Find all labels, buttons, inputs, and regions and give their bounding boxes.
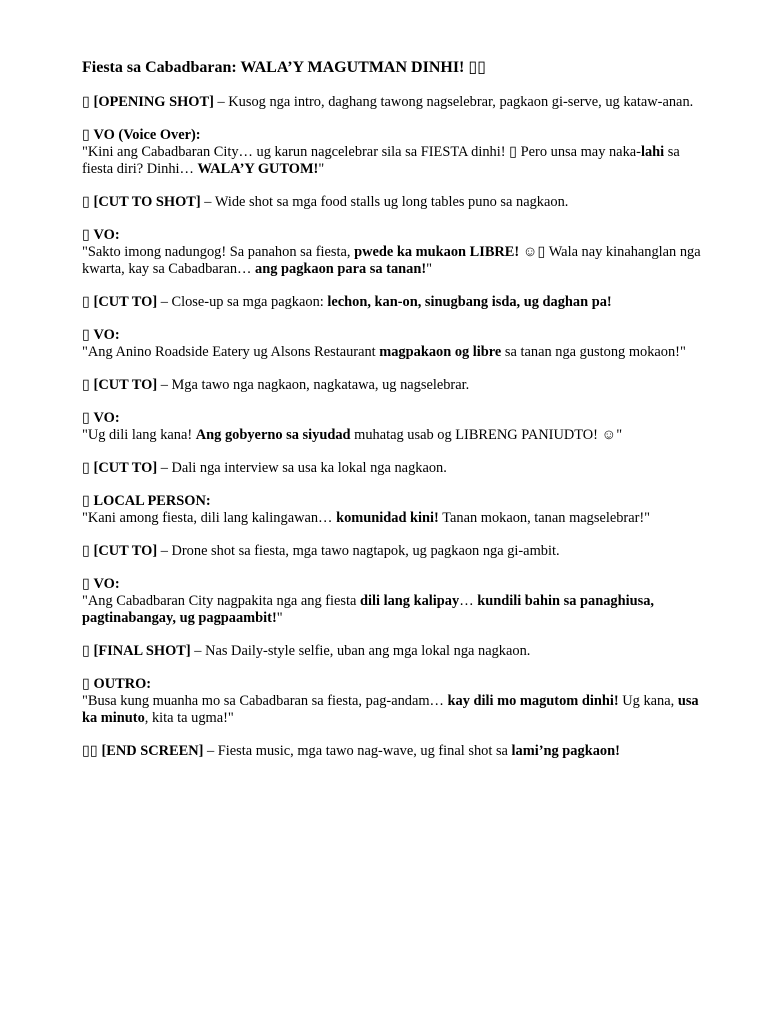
text-run: "Sakto imong nadungog! Sa panahon sa fiesta, <box>82 244 355 260</box>
text-run: ▯ <box>82 676 94 692</box>
text-run: VO: <box>93 327 120 343</box>
text-run: " <box>426 261 433 277</box>
text-run: " <box>318 161 325 177</box>
text-run: – Drone shot sa fiesta, mga tawo nagtapok, ug pagkaon nga gi-ambit. <box>157 543 560 559</box>
document-title: Fiesta sa Cabadbaran: WALA’Y MAGUTMAN DINHI! ▯▯ <box>82 59 486 76</box>
text-run: ▯ <box>82 576 94 592</box>
script-section <box>82 493 707 527</box>
script-sections <box>82 94 707 760</box>
text-run: – Nas Daily-style selfie, uban ang mga lokal nga nagkaon. <box>190 643 531 659</box>
text-run: ▯ <box>82 460 94 476</box>
text-run: ▯ <box>82 493 94 509</box>
text-run: ▯ <box>82 410 94 426</box>
document-page <box>82 58 707 776</box>
text-run: [END SCREEN] <box>101 743 204 759</box>
text-run: [CUT TO SHOT] <box>93 194 201 210</box>
script-section <box>82 94 707 111</box>
section-dialogue <box>82 144 707 178</box>
text-run: ▯ <box>82 294 94 310</box>
text-run: [OPENING SHOT] <box>93 94 214 110</box>
text-run: … <box>459 593 478 609</box>
text-run: ▯ <box>82 94 94 110</box>
text-run: – Fiesta music, mga tawo nag-wave, ug final shot sa <box>203 743 512 759</box>
text-run: ang pagkaon para sa tanan! <box>255 261 427 277</box>
text-run: [CUT TO] <box>93 377 158 393</box>
section-dialogue <box>82 693 707 727</box>
text-run: OUTRO: <box>93 676 152 692</box>
section-heading <box>82 227 707 244</box>
text-run: Ug kana, <box>618 693 678 709</box>
script-section <box>82 194 707 211</box>
script-section <box>82 294 707 311</box>
section-heading <box>82 194 707 211</box>
text-run: pwede ka mukaon LIBRE! <box>354 244 520 260</box>
section-heading <box>82 94 707 111</box>
text-run: Tanan mokaon, tanan magselebrar!" <box>438 510 651 526</box>
text-run: – Dali nga interview sa usa ka lokal nga nagkaon. <box>157 460 447 476</box>
section-heading <box>82 377 707 394</box>
text-run: ▯ <box>82 327 94 343</box>
section-heading <box>82 643 707 660</box>
text-run: LOCAL PERSON: <box>93 493 211 509</box>
script-section <box>82 410 707 444</box>
section-heading <box>82 410 707 427</box>
script-section <box>82 743 707 760</box>
text-run: – Mga tawo nga nagkaon, nagkatawa, ug nagselebrar. <box>157 377 470 393</box>
section-dialogue <box>82 427 707 444</box>
section-dialogue <box>82 344 707 361</box>
text-run: ▯ <box>82 127 94 143</box>
text-run: [CUT TO] <box>93 294 158 310</box>
text-run: "Ug dili lang kana! <box>82 427 196 443</box>
section-heading <box>82 676 707 693</box>
script-section <box>82 127 707 178</box>
script-section <box>82 377 707 394</box>
text-run: lami’ng pagkaon! <box>511 743 620 759</box>
section-heading <box>82 127 707 144</box>
text-run: lechon, kan-on, sinugbang isda, ug daghan pa! <box>327 294 612 310</box>
text-run: – Kusog nga intro, daghang tawong nagselebrar, pagkaon gi-serve, ug kataw-anan. <box>213 94 694 110</box>
text-run: ▯ <box>82 377 94 393</box>
text-run: ☺▯ Wala nay kinahanglan nga kwarta, kay sa Cabadbaran… <box>82 244 701 277</box>
text-run: kundili bahin sa panaghiusa, pagtinabangay, ug pagpaambit! <box>82 593 654 626</box>
section-heading <box>82 743 707 760</box>
text-run: lahi <box>640 144 665 160</box>
text-run: usa ka minuto <box>82 693 699 726</box>
text-run: , kita ta ugma!" <box>144 710 234 726</box>
text-run: ▯ <box>82 227 94 243</box>
text-run: "Busa kung muanha mo sa Cabadbaran sa fiesta, pag-andam… <box>82 693 448 709</box>
text-run: ▯ <box>82 643 94 659</box>
section-heading <box>82 576 707 593</box>
text-run: – Close-up sa mga pagkaon: <box>157 294 328 310</box>
text-run: VO (Voice Over): <box>93 127 201 143</box>
text-run: ▯ <box>82 543 94 559</box>
script-section <box>82 460 707 477</box>
section-heading <box>82 327 707 344</box>
text-run: sa tanan nga gustong mokaon!" <box>501 344 686 360</box>
section-heading <box>82 294 707 311</box>
text-run: WALA’Y GUTOM! <box>197 161 319 177</box>
text-run: ▯▯ <box>82 743 102 759</box>
script-section <box>82 227 707 278</box>
section-dialogue <box>82 510 707 527</box>
text-run: [CUT TO] <box>93 460 158 476</box>
text-run: "Kini ang Cabadbaran City… ug karun nagcelebrar sila sa FIESTA dinhi! ▯ Pero unsa may naka- <box>82 144 641 160</box>
text-run: ▯ <box>82 194 94 210</box>
text-run: "Kani among fiesta, dili lang kalingawan… <box>82 510 337 526</box>
text-run: kay dili mo magutom dinhi! <box>447 693 619 709</box>
text-run: komunidad kini! <box>336 510 439 526</box>
text-run: muhatag usab og LIBRENG PANIUDTO! ☺" <box>350 427 623 443</box>
script-section <box>82 327 707 361</box>
text-run: Ang gobyerno sa siyudad <box>195 427 351 443</box>
text-run: magpakaon og libre <box>379 344 502 360</box>
section-heading <box>82 543 707 560</box>
script-section <box>82 676 707 727</box>
text-run: "Ang Anino Roadside Eatery ug Alsons Restaurant <box>82 344 380 360</box>
text-run: dili lang kalipay <box>360 593 460 609</box>
text-run: [CUT TO] <box>93 543 158 559</box>
text-run: sa fiesta diri? Dinhi… <box>82 144 680 177</box>
section-dialogue <box>82 244 707 278</box>
text-run: [FINAL SHOT] <box>93 643 191 659</box>
text-run: VO: <box>93 227 120 243</box>
script-section <box>82 576 707 627</box>
section-heading <box>82 493 707 510</box>
section-heading <box>82 460 707 477</box>
text-run: – Wide shot sa mga food stalls ug long tables puno sa nagkaon. <box>200 194 569 210</box>
text-run: " <box>276 610 283 626</box>
section-dialogue <box>82 593 707 627</box>
script-section <box>82 643 707 660</box>
text-run: VO: <box>93 576 120 592</box>
text-run: "Ang Cabadbaran City nagpakita nga ang fiesta <box>82 593 361 609</box>
script-section <box>82 543 707 560</box>
text-run: VO: <box>93 410 120 426</box>
